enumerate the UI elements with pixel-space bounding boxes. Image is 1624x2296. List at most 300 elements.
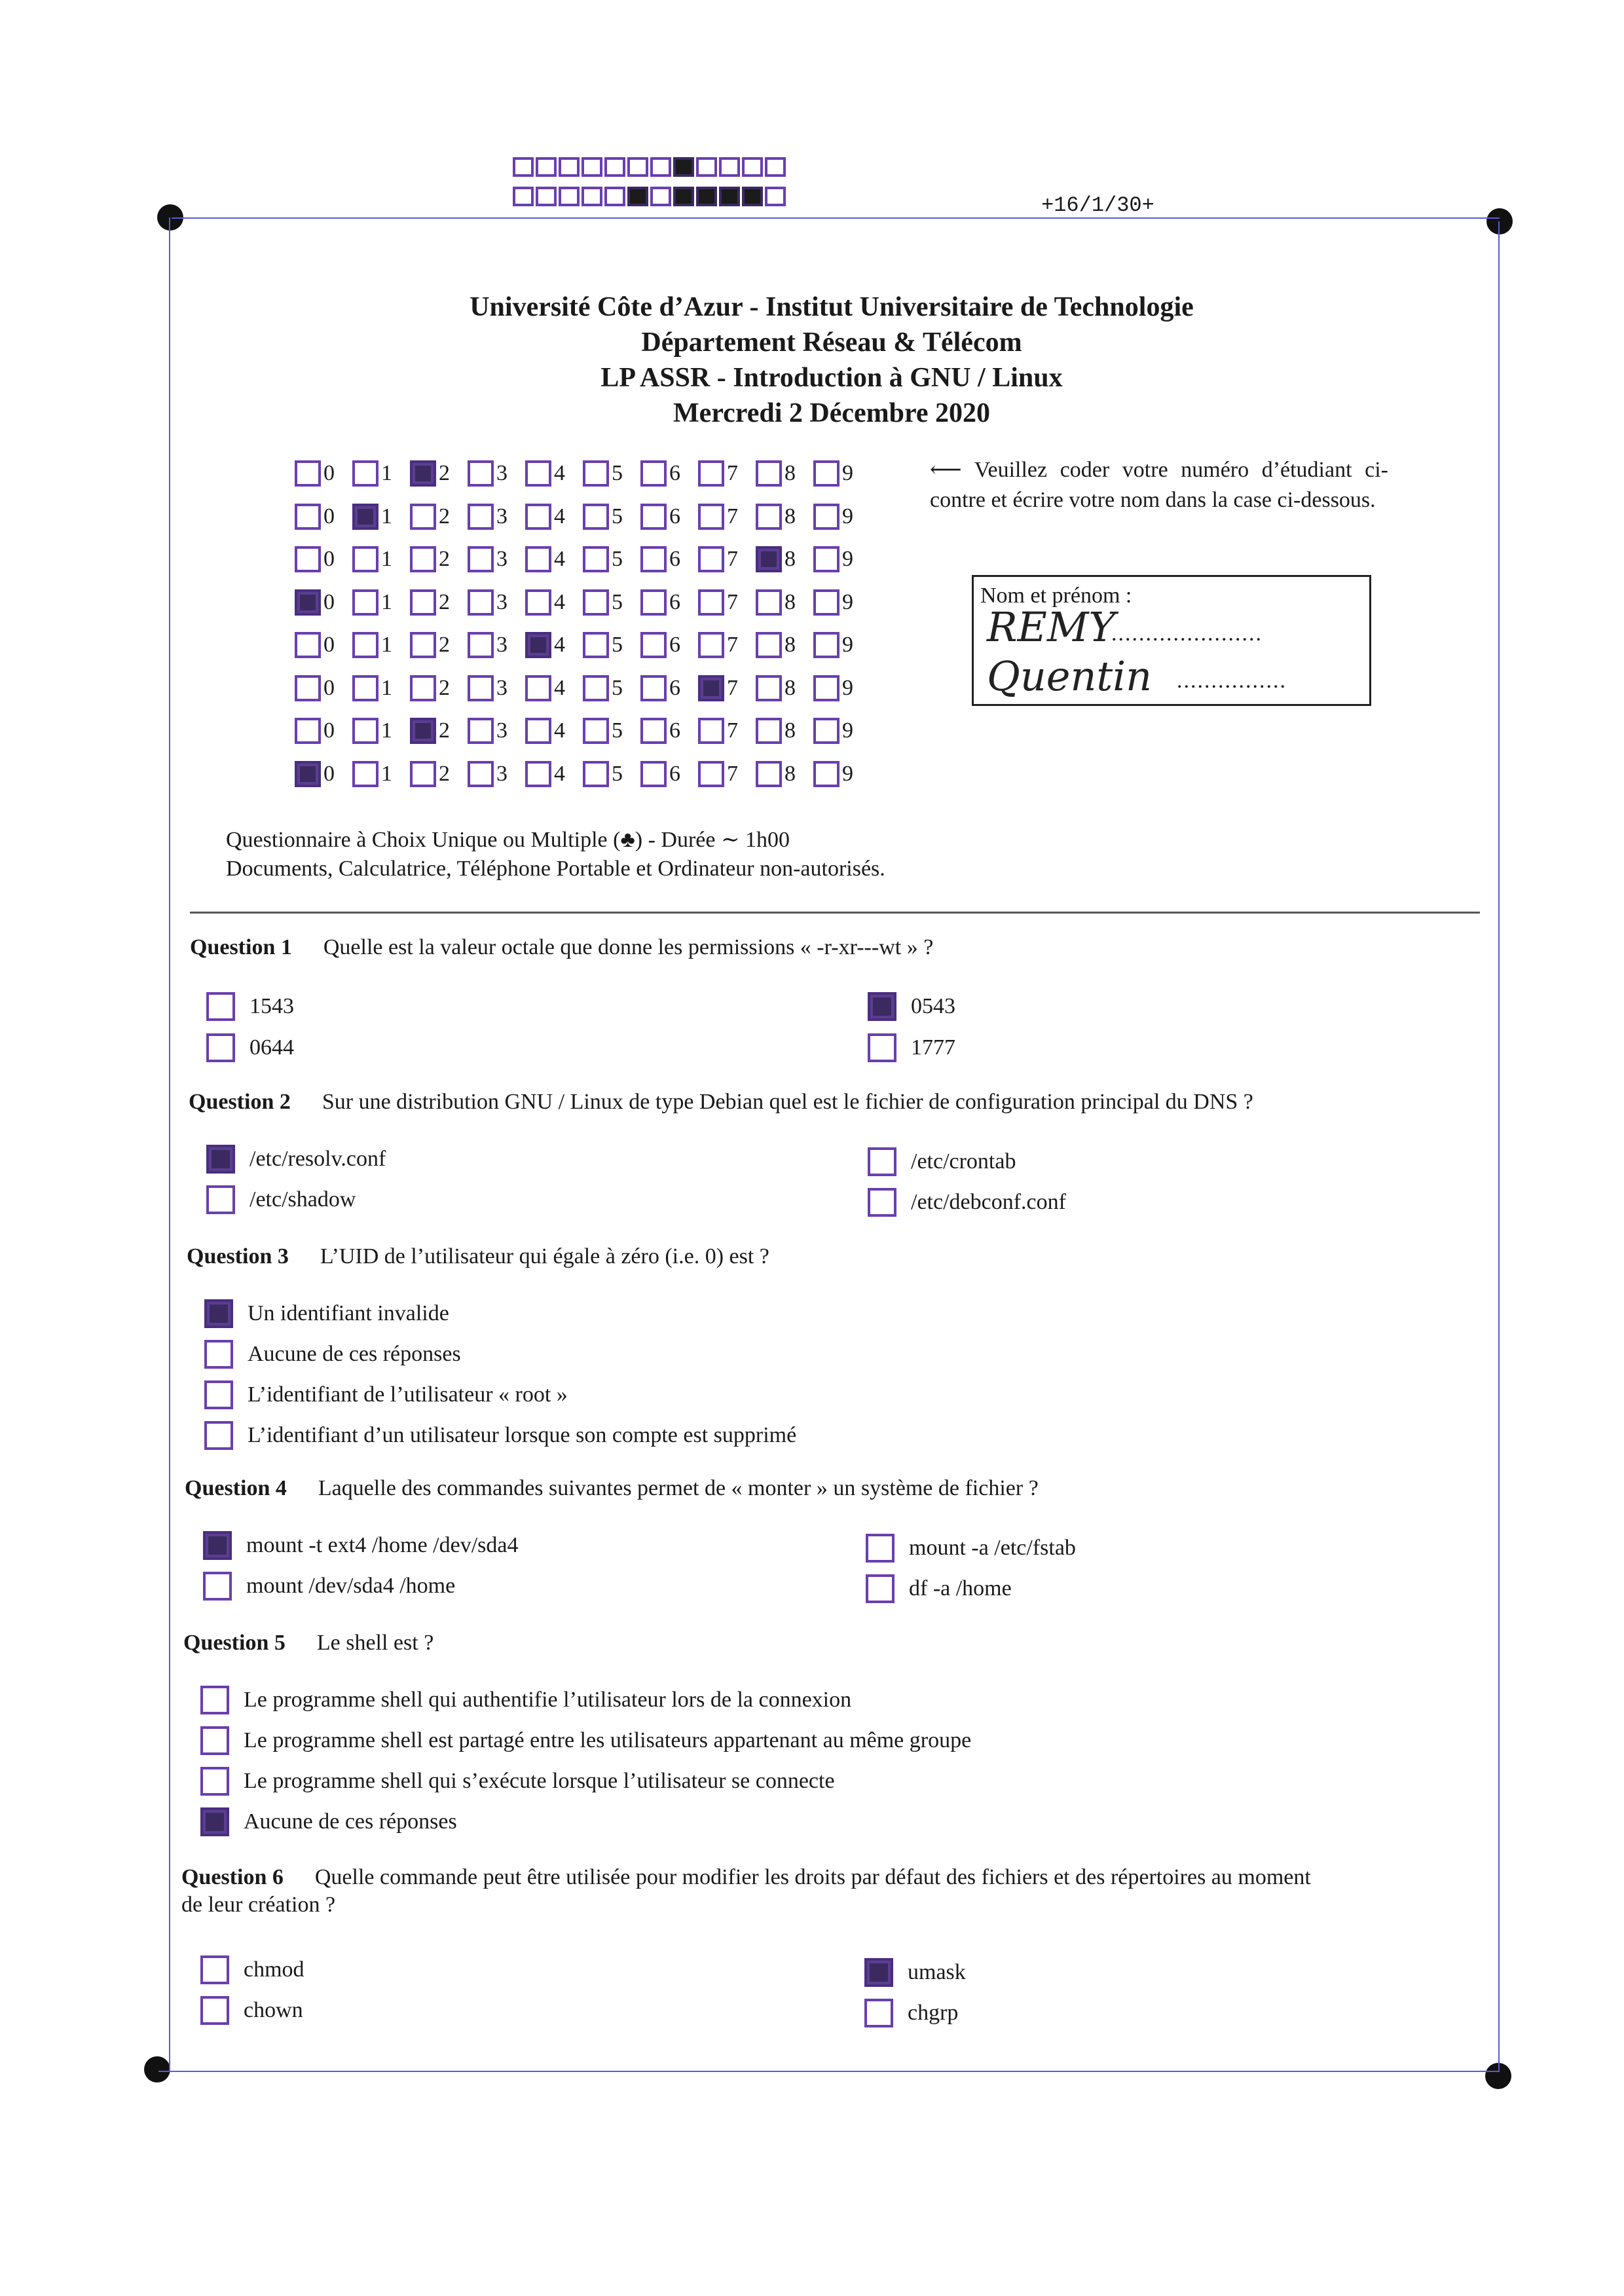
digit-label: 8	[784, 761, 796, 786]
page-code-cell	[696, 157, 717, 177]
digit-label: 7	[727, 504, 738, 528]
page-code-cell	[513, 157, 534, 177]
student-id-digit-option[interactable]	[468, 675, 525, 701]
answer-checkbox[interactable]	[864, 1958, 893, 1987]
checkbox[interactable]	[525, 546, 551, 572]
checkbox[interactable]	[410, 460, 436, 487]
digit-label: 5	[612, 461, 623, 485]
student-id-digit-option[interactable]	[352, 761, 410, 787]
student-id-digit-option[interactable]	[525, 546, 583, 572]
answer-option[interactable]	[868, 1033, 955, 1062]
checkbox[interactable]	[352, 761, 378, 787]
checkbox[interactable]	[640, 632, 667, 658]
answer-option[interactable]	[868, 992, 955, 1021]
checkbox[interactable]	[756, 546, 782, 572]
digit-label: 3	[496, 761, 507, 786]
checkbox[interactable]	[410, 632, 436, 658]
student-id-digit-option[interactable]	[410, 675, 468, 701]
answer-option[interactable]	[200, 1996, 303, 2025]
student-id-digit-option[interactable]	[410, 632, 468, 658]
student-id-digit-option[interactable]	[583, 675, 640, 701]
checkbox[interactable]	[583, 589, 609, 616]
checkbox[interactable]	[352, 589, 378, 616]
checkbox[interactable]	[525, 675, 551, 701]
question-label: Question 1	[190, 935, 292, 959]
checkbox[interactable]	[813, 718, 840, 744]
student-id-digit-option[interactable]	[410, 718, 468, 744]
question-label: Question 5	[183, 1631, 286, 1655]
checkbox[interactable]	[756, 460, 782, 487]
student-id-digit-option[interactable]	[640, 761, 698, 787]
answer-option[interactable]	[203, 1531, 519, 1560]
student-id-digit-option[interactable]	[295, 589, 352, 616]
checkbox[interactable]	[295, 718, 321, 744]
answer-checkbox[interactable]	[200, 1726, 229, 1755]
answer-checkbox[interactable]	[204, 1299, 233, 1328]
digit-label: 0	[323, 589, 335, 614]
student-id-digit-option[interactable]	[352, 632, 410, 658]
question-text: Laquelle des commandes suivantes permet de « monter » un système de fichier ?	[318, 1476, 1039, 1500]
student-id-digit-option[interactable]	[295, 718, 352, 744]
answer-text: chgrp	[908, 2001, 959, 2025]
question-title	[190, 935, 933, 960]
checkbox[interactable]	[525, 589, 551, 616]
checkbox[interactable]	[813, 761, 840, 787]
student-id-digit-option[interactable]	[640, 589, 698, 616]
student-id-digit-option[interactable]	[756, 632, 813, 658]
answer-checkbox[interactable]	[206, 992, 235, 1021]
checkbox[interactable]	[410, 546, 436, 572]
checkbox[interactable]	[813, 589, 840, 616]
checkbox[interactable]	[468, 718, 494, 744]
checkbox[interactable]	[583, 632, 609, 658]
handwritten-last-name: REMY	[987, 603, 1116, 651]
answer-checkbox[interactable]	[206, 1033, 235, 1062]
checkbox[interactable]	[698, 589, 724, 616]
student-id-digit-option[interactable]	[468, 761, 525, 787]
student-id-digit-option[interactable]	[468, 718, 525, 744]
checkbox[interactable]	[813, 675, 840, 701]
checkbox[interactable]	[295, 460, 321, 487]
answer-option[interactable]	[200, 1955, 304, 1984]
question-text: Le shell est ?	[316, 1631, 434, 1655]
student-id-digit-option[interactable]	[352, 546, 410, 572]
digit-label: 2	[439, 633, 450, 657]
checkbox[interactable]	[756, 718, 782, 744]
answer-option[interactable]	[203, 1572, 455, 1601]
student-id-digit-option[interactable]	[640, 632, 698, 658]
checkbox[interactable]	[352, 675, 378, 701]
student-id-digit-option[interactable]	[295, 632, 352, 658]
student-id-row	[295, 500, 871, 534]
checkbox[interactable]	[698, 460, 724, 487]
answer-checkbox[interactable]	[864, 1999, 893, 2028]
answer-checkbox[interactable]	[868, 1033, 896, 1062]
digit-label: 4	[554, 761, 565, 786]
checkbox[interactable]	[410, 589, 436, 616]
student-id-digit-option[interactable]	[813, 632, 871, 658]
page-code-cell	[627, 187, 648, 206]
digit-label: 0	[323, 461, 335, 485]
checkbox[interactable]	[295, 546, 321, 572]
answer-option[interactable]	[200, 1767, 835, 1796]
checkbox[interactable]	[468, 460, 494, 487]
digit-label: 3	[496, 547, 507, 571]
checkbox[interactable]	[583, 761, 609, 787]
answer-text: chmod	[244, 1957, 304, 1982]
answer-checkbox[interactable]	[200, 1996, 229, 2025]
student-id-digit-option[interactable]	[813, 675, 871, 701]
handwritten-first-name: Quentin	[987, 652, 1153, 700]
checkbox[interactable]	[640, 675, 667, 701]
digit-label: 1	[381, 718, 392, 743]
page-code-cell	[673, 157, 694, 177]
student-id-digit-option[interactable]	[410, 460, 468, 487]
student-id-digit-option[interactable]	[698, 460, 756, 487]
student-id-digit-option[interactable]	[352, 504, 410, 530]
student-id-digit-option[interactable]	[525, 504, 583, 530]
answer-text: 0644	[249, 1035, 294, 1060]
digit-label: 0	[323, 633, 335, 657]
student-id-digit-option[interactable]	[813, 761, 871, 787]
answer-checkbox[interactable]	[204, 1421, 233, 1450]
answer-text: chown	[244, 1998, 303, 2022]
checkbox[interactable]	[698, 546, 724, 572]
digit-label: 9	[842, 633, 853, 657]
header-date: Mercredi 2 Décembre 2020	[673, 398, 990, 428]
checkbox[interactable]	[468, 589, 494, 616]
answer-option[interactable]	[204, 1380, 568, 1409]
student-id-digit-option[interactable]	[525, 761, 583, 787]
answer-option[interactable]	[200, 1686, 851, 1714]
digit-label: 3	[496, 461, 507, 485]
answer-option[interactable]	[206, 1185, 356, 1214]
student-id-row	[295, 714, 871, 748]
answer-option[interactable]	[204, 1299, 449, 1328]
checkbox[interactable]	[295, 761, 321, 787]
answer-option[interactable]	[206, 1033, 294, 1062]
student-id-digit-option[interactable]	[583, 546, 640, 572]
student-id-digit-option[interactable]	[756, 460, 813, 487]
answer-option[interactable]	[206, 1145, 386, 1174]
digit-label: 3	[496, 504, 507, 528]
checkbox[interactable]	[813, 632, 840, 658]
page-code-cell	[765, 187, 786, 206]
question-title	[185, 1476, 1039, 1501]
student-id-digit-option[interactable]	[525, 718, 583, 744]
student-id-digit-option[interactable]	[640, 675, 698, 701]
checkbox[interactable]	[468, 675, 494, 701]
checkbox[interactable]	[813, 460, 840, 487]
digit-label: 8	[784, 675, 796, 700]
digit-label: 5	[612, 547, 623, 571]
answer-checkbox[interactable]	[200, 1807, 229, 1836]
student-id-digit-option[interactable]	[295, 546, 352, 572]
student-id-digit-option[interactable]	[698, 718, 756, 744]
student-id-digit-option[interactable]	[468, 504, 525, 530]
checkbox[interactable]	[756, 675, 782, 701]
frame-bottom	[158, 2071, 1500, 2072]
digit-label: 3	[496, 675, 507, 700]
checkbox[interactable]	[583, 460, 609, 487]
checkbox[interactable]	[352, 546, 378, 572]
answer-text: /etc/shadow	[249, 1187, 356, 1212]
student-id-digit-option[interactable]	[295, 761, 352, 787]
answer-checkbox[interactable]	[200, 1686, 229, 1714]
page-code-row-2	[513, 187, 788, 206]
checkbox[interactable]	[468, 632, 494, 658]
checkbox[interactable]	[640, 504, 667, 530]
checkbox[interactable]	[410, 718, 436, 744]
digit-label: 2	[439, 547, 450, 571]
student-id-digit-option[interactable]	[698, 504, 756, 530]
checkbox[interactable]	[295, 504, 321, 530]
student-id-digit-option[interactable]	[813, 718, 871, 744]
checkbox[interactable]	[813, 546, 840, 572]
answer-text: 1543	[249, 994, 294, 1018]
answer-checkbox[interactable]	[868, 992, 896, 1021]
student-id-digit-option[interactable]	[410, 504, 468, 530]
digit-label: 1	[381, 675, 392, 700]
answer-text: Le programme shell est partagé entre les utilisateurs appartenant au même groupe	[244, 1728, 972, 1752]
checkbox[interactable]	[583, 504, 609, 530]
checkbox[interactable]	[410, 675, 436, 701]
answer-checkbox[interactable]	[203, 1531, 232, 1560]
answer-option[interactable]	[200, 1807, 457, 1836]
answer-option[interactable]	[200, 1726, 971, 1755]
answer-checkbox[interactable]	[866, 1574, 895, 1603]
student-id-digit-option[interactable]	[468, 632, 525, 658]
checkbox[interactable]	[756, 632, 782, 658]
checkbox[interactable]	[468, 761, 494, 787]
digit-label: 9	[842, 675, 853, 700]
digit-label: 7	[727, 761, 738, 786]
answer-option[interactable]	[868, 1147, 1016, 1176]
checkbox[interactable]	[295, 589, 321, 616]
digit-label: 8	[784, 504, 796, 528]
checkbox[interactable]	[352, 632, 378, 658]
checkbox[interactable]	[640, 546, 667, 572]
answer-option[interactable]	[204, 1340, 461, 1369]
student-id-digit-option[interactable]	[352, 675, 410, 701]
checkbox[interactable]	[813, 504, 840, 530]
answer-checkbox[interactable]	[203, 1572, 232, 1601]
checkbox[interactable]	[583, 546, 609, 572]
checkbox[interactable]	[352, 460, 378, 487]
student-id-digit-option[interactable]	[756, 546, 813, 572]
student-id-digit-option[interactable]	[583, 589, 640, 616]
digit-label: 0	[323, 761, 335, 786]
digit-label: 9	[842, 461, 853, 485]
student-id-digit-option[interactable]	[640, 718, 698, 744]
checkbox[interactable]	[295, 675, 321, 701]
checkbox[interactable]	[525, 632, 551, 658]
checkbox[interactable]	[468, 504, 494, 530]
student-id-digit-option[interactable]	[525, 632, 583, 658]
page-code-cell	[513, 187, 534, 206]
answer-option[interactable]	[864, 1999, 958, 2028]
digit-label: 6	[669, 675, 680, 700]
digit-label: 9	[842, 504, 853, 528]
corner-marker-top-right	[1486, 208, 1513, 234]
page-code-cell	[559, 187, 580, 206]
digit-label: 4	[554, 461, 565, 485]
student-id-row	[295, 585, 871, 620]
student-id-digit-option[interactable]	[410, 589, 468, 616]
student-id-digit-option[interactable]	[698, 546, 756, 572]
checkbox[interactable]	[295, 632, 321, 658]
checkbox[interactable]	[410, 761, 436, 787]
checkbox[interactable]	[756, 761, 782, 787]
student-id-digit-option[interactable]	[410, 761, 468, 787]
page-code-cell	[719, 187, 740, 206]
digit-label: 1	[381, 761, 392, 786]
answer-option[interactable]	[204, 1421, 796, 1450]
student-id-digit-option[interactable]	[295, 675, 352, 701]
student-id-digit-option[interactable]	[756, 675, 813, 701]
answer-checkbox[interactable]	[206, 1145, 235, 1174]
checkbox[interactable]	[352, 504, 378, 530]
answer-text: Le programme shell qui authentifie l’utilisateur lors de la connexion	[244, 1688, 852, 1712]
answer-checkbox[interactable]	[200, 1955, 229, 1984]
answer-checkbox[interactable]	[868, 1147, 896, 1176]
frame-top	[172, 217, 1500, 219]
page-code-cell	[536, 187, 557, 206]
digit-label: 6	[669, 461, 680, 485]
digit-label: 7	[727, 718, 738, 743]
student-id-digit-option[interactable]	[583, 504, 640, 530]
question-label: Question 2	[189, 1090, 291, 1114]
digit-label: 1	[381, 633, 392, 657]
student-id-digit-option[interactable]	[698, 675, 756, 701]
question-title	[183, 1631, 434, 1656]
page-code-cell	[696, 187, 717, 206]
student-id-digit-option[interactable]	[352, 589, 410, 616]
header-course: LP ASSR - Introduction à GNU / Linux	[600, 363, 1063, 393]
student-id-digit-option[interactable]	[813, 589, 871, 616]
student-id-row	[295, 456, 871, 491]
student-id-digit-option[interactable]	[525, 589, 583, 616]
answer-option[interactable]	[864, 1958, 966, 1987]
student-id-digit-option[interactable]	[525, 460, 583, 487]
student-id-digit-option[interactable]	[756, 589, 813, 616]
student-id-digit-option[interactable]	[468, 589, 525, 616]
student-id-digit-option[interactable]	[813, 504, 871, 530]
student-id-digit-option[interactable]	[352, 718, 410, 744]
student-id-digit-option[interactable]	[295, 460, 352, 487]
checkbox[interactable]	[698, 632, 724, 658]
student-id-digit-option[interactable]	[640, 546, 698, 572]
header-department: Département Réseau & Télécom	[641, 327, 1022, 358]
student-id-digit-option[interactable]	[468, 460, 525, 487]
page-code-cell	[765, 157, 786, 177]
student-id-digit-option[interactable]	[698, 761, 756, 787]
checkbox[interactable]	[640, 460, 667, 487]
student-id-digit-option[interactable]	[525, 675, 583, 701]
answer-option[interactable]	[866, 1574, 1012, 1603]
checkbox[interactable]	[525, 504, 551, 530]
digit-label: 4	[554, 589, 565, 614]
digit-label: 2	[439, 675, 450, 700]
student-id-digit-option[interactable]	[756, 504, 813, 530]
checkbox[interactable]	[698, 761, 724, 787]
checkbox[interactable]	[640, 718, 667, 744]
checkbox[interactable]	[525, 460, 551, 487]
student-id-digit-option[interactable]	[410, 546, 468, 572]
student-id-digit-option[interactable]	[583, 632, 640, 658]
answer-text: Aucune de ces réponses	[244, 1809, 457, 1834]
answer-option[interactable]	[866, 1534, 1076, 1563]
student-id-digit-option[interactable]	[756, 718, 813, 744]
name-box[interactable]	[972, 575, 1371, 706]
digit-label: 6	[669, 589, 680, 614]
checkbox[interactable]	[410, 504, 436, 530]
checkbox[interactable]	[698, 504, 724, 530]
student-id-digit-option[interactable]	[756, 761, 813, 787]
student-id-digit-option[interactable]	[583, 460, 640, 487]
answer-checkbox[interactable]	[200, 1767, 229, 1796]
answer-option[interactable]	[206, 992, 294, 1021]
answer-checkbox[interactable]	[204, 1380, 233, 1409]
checkbox[interactable]	[583, 718, 609, 744]
digit-label: 5	[612, 589, 623, 614]
checkbox[interactable]	[756, 589, 782, 616]
answer-checkbox[interactable]	[204, 1340, 233, 1369]
student-id-digit-option[interactable]	[698, 632, 756, 658]
digit-label: 2	[439, 761, 450, 786]
answer-text: /etc/crontab	[911, 1149, 1016, 1174]
checkbox[interactable]	[698, 718, 724, 744]
answer-text: Le programme shell qui s’exécute lorsque l’utilisateur se connecte	[244, 1769, 835, 1793]
student-id-digit-option[interactable]	[698, 589, 756, 616]
checkbox[interactable]	[640, 589, 667, 616]
checkbox[interactable]	[468, 546, 494, 572]
checkbox[interactable]	[640, 761, 667, 787]
student-id-digit-option[interactable]	[640, 460, 698, 487]
digit-label: 3	[496, 589, 507, 614]
student-id-digit-option[interactable]	[295, 504, 352, 530]
student-id-digit-option[interactable]	[813, 460, 871, 487]
student-id-digit-option[interactable]	[583, 761, 640, 787]
digit-label: 5	[612, 675, 623, 700]
page-code-row-1	[513, 157, 788, 177]
page-code-cell	[719, 157, 740, 177]
checkbox[interactable]	[756, 504, 782, 530]
answer-checkbox[interactable]	[866, 1534, 895, 1563]
page-id: +16/1/30+	[1041, 193, 1154, 217]
checkbox[interactable]	[525, 761, 551, 787]
answer-checkbox[interactable]	[868, 1188, 896, 1217]
student-id-digit-option[interactable]	[640, 504, 698, 530]
checkbox[interactable]	[583, 675, 609, 701]
page-code-cell	[742, 157, 763, 177]
digit-label: 8	[784, 461, 796, 485]
checkbox[interactable]	[352, 718, 378, 744]
answer-text: umask	[908, 1960, 966, 1984]
question-title	[189, 1090, 1253, 1115]
student-id-digit-option[interactable]	[583, 718, 640, 744]
checkbox[interactable]	[525, 718, 551, 744]
digit-label: 6	[669, 504, 680, 528]
digit-label: 6	[669, 718, 680, 743]
student-id-digit-option[interactable]	[813, 546, 871, 572]
student-id-digit-option[interactable]	[468, 546, 525, 572]
answer-checkbox[interactable]	[206, 1185, 235, 1214]
checkbox[interactable]	[698, 675, 724, 701]
exam-note-rules: Documents, Calculatrice, Téléphone Portable et Ordinateur non-autorisés.	[226, 857, 885, 881]
student-id-digit-option[interactable]	[352, 460, 410, 487]
answer-option[interactable]	[868, 1188, 1066, 1217]
